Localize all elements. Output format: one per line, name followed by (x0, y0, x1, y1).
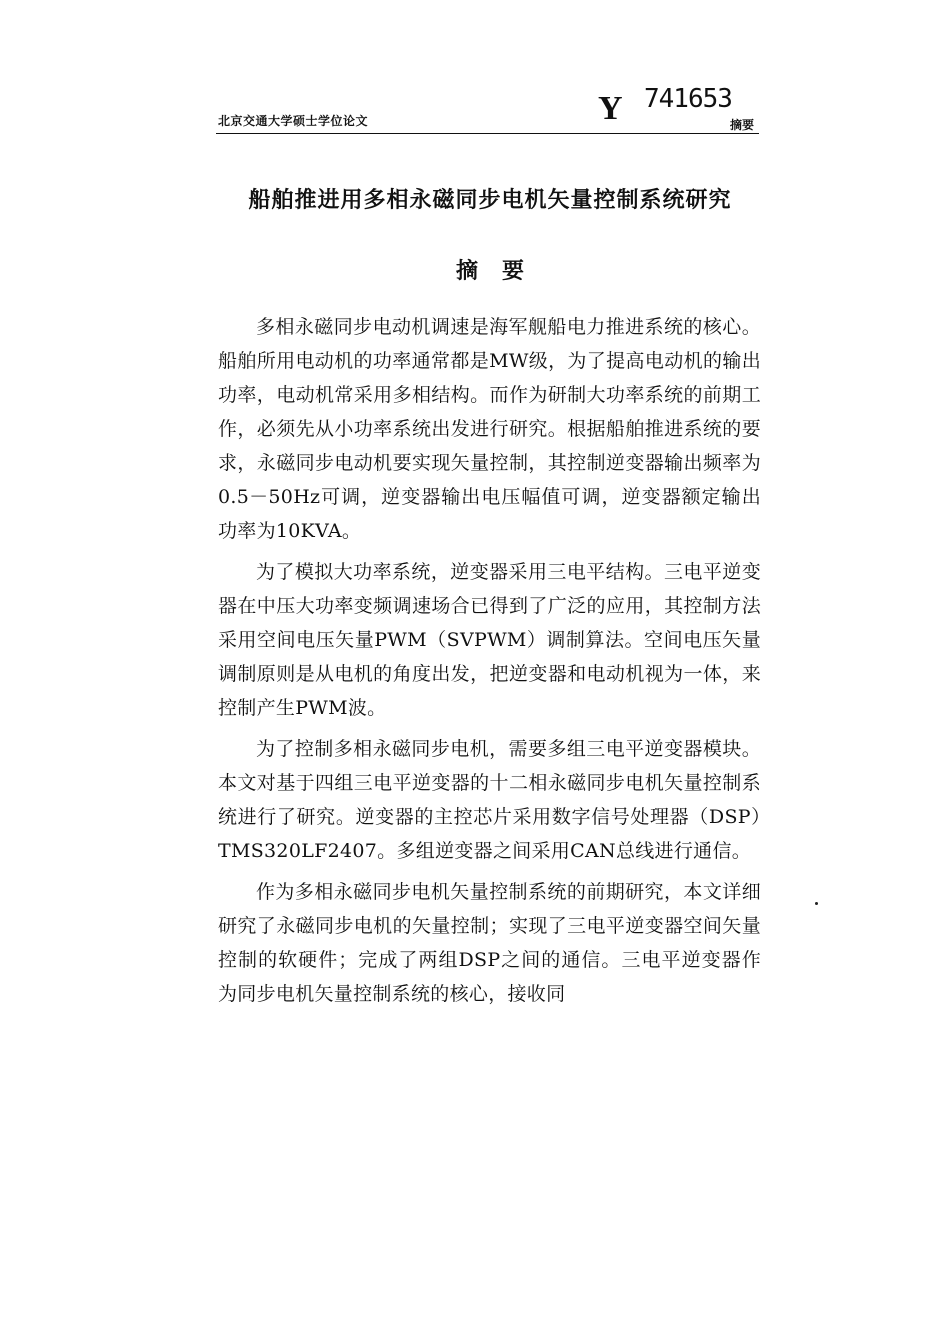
header-section-label: 摘要 (730, 118, 755, 132)
abstract-paragraph-2: 为了模拟大功率系统，逆变器采用三电平结构。三电平逆变器在中压大功率变频调速场合已得到了广泛的应用，其控制方法采用空间电压矢量PWM（SVPWM）调制算法。空间电压矢量调制原则是从电机的角度出发，把逆变器和电动机视为一体，来控制产生PWM波。 (218, 561, 761, 719)
abstract-heading: 摘要 (455, 259, 548, 285)
thesis-title: 船舶推进用多相永磁同步电机矢量控制系统研究 (248, 187, 732, 213)
document-code-number: 741653 (644, 84, 732, 114)
abstract-paragraph-4: 作为多相永磁同步电机矢量控制系统的前期研究，本文详细研究了永磁同步电机的矢量控制；实现了三电平逆变器空间矢量控制的软硬件；完成了两组DSP之间的通信。三电平逆变器作为同步电机矢量控制系统的核心，接收同 (218, 881, 761, 1005)
scan-speck (815, 902, 818, 905)
abstract-body (218, 310, 761, 1018)
abstract-paragraph-1: 多相永磁同步电动机调速是海军舰船电力推进系统的核心。船舶所用电动机的功率通常都是MW级，为了提高电动机的输出功率，电动机常采用多相结构。而作为研制大功率系统的前期工作，必须先从小功率系统出发进行研究。根据船舶推进系统的要求，永磁同步电动机要实现矢量控制，其控制逆变器输出频率为0.5－50Hz可调，逆变器输出电压幅值可调，逆变器额定输出功率为10KVA。 (218, 316, 761, 542)
header-divider (216, 133, 759, 134)
document-code-letter: Y (598, 90, 623, 127)
header-institution: 北京交通大学硕士学位论文 (218, 114, 369, 128)
document-code (598, 84, 732, 128)
abstract-paragraph-3: 为了控制多相永磁同步电机，需要多组三电平逆变器模块。本文对基于四组三电平逆变器的十二相永磁同步电机矢量控制系统进行了研究。逆变器的主控芯片采用数字信号处理器（DSP）TMS320LF2407。多组逆变器之间采用CAN总线进行通信。 (218, 738, 761, 862)
